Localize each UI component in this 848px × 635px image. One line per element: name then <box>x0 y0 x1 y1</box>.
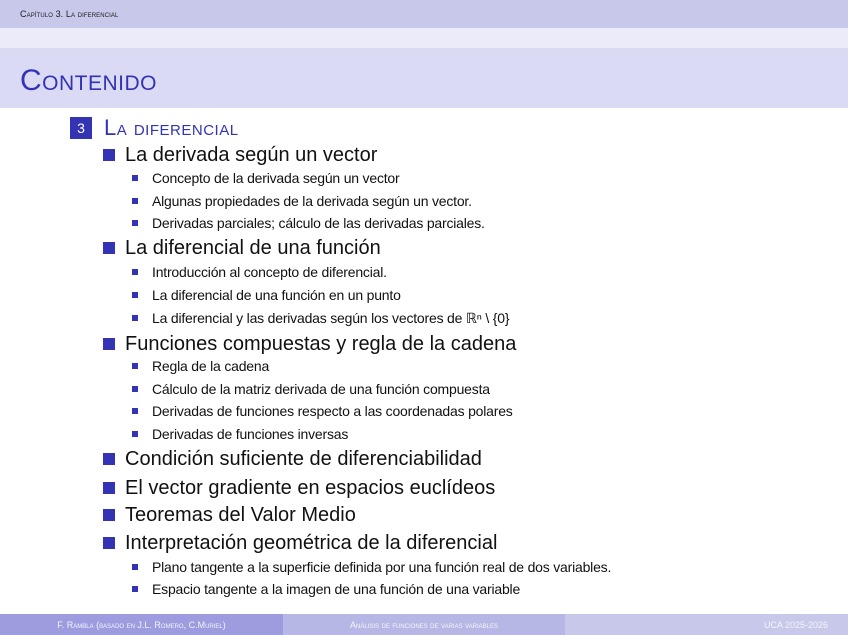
subsection-title: La derivada según un vector <box>125 143 378 166</box>
toc-subsubsection[interactable] <box>132 403 513 419</box>
chapter-headline: Capítulo 3. La diferencial <box>20 9 119 19</box>
toc-subsubsection[interactable] <box>132 426 348 442</box>
small-square-bullet-icon <box>132 315 138 321</box>
square-bullet-icon <box>103 537 115 549</box>
header-band <box>0 28 848 48</box>
small-square-bullet-icon <box>132 175 138 181</box>
toc-subsection[interactable] <box>103 144 377 166</box>
subsubsection-title: Espacio tangente a la imagen de una función de una variable <box>152 581 521 597</box>
toc-subsection[interactable] <box>103 237 381 259</box>
subsubsection-title: Cálculo de la matriz derivada de una función compuesta <box>152 381 490 397</box>
subsubsection-title: Concepto de la derivada según un vector <box>152 170 400 186</box>
square-bullet-icon <box>103 509 115 521</box>
subsubsection-title: Algunas propiedades de la derivada según un vector. <box>152 193 472 209</box>
toc-subsubsection[interactable] <box>132 264 387 280</box>
square-bullet-icon <box>103 149 115 161</box>
toc-subsubsection[interactable] <box>132 193 472 209</box>
subsection-title: Interpretación geométrica de la diferencial <box>125 531 498 554</box>
toc-subsection[interactable] <box>103 504 356 526</box>
toc-subsection[interactable] <box>103 448 482 470</box>
headline-bar <box>0 0 848 28</box>
square-bullet-icon <box>103 242 115 254</box>
small-square-bullet-icon <box>132 386 138 392</box>
subsubsection-title: Derivadas de funciones inversas <box>152 426 349 442</box>
small-square-bullet-icon <box>132 269 138 275</box>
toc-subsection[interactable] <box>103 333 516 355</box>
footer-course-title: Análisis de funciones de varias variables <box>283 614 565 635</box>
small-square-bullet-icon <box>132 363 138 369</box>
footline <box>0 614 848 635</box>
footer-author: F. Rambla (basado en J.L. Romero, C.Muriel) <box>0 614 283 635</box>
toc-subsubsection[interactable] <box>132 358 269 374</box>
toc-subsubsection[interactable] <box>132 215 485 231</box>
small-square-bullet-icon <box>132 220 138 226</box>
toc-subsubsection[interactable] <box>132 559 611 575</box>
small-square-bullet-icon <box>132 564 138 570</box>
subsection-title: Condición suficiente de diferenciabilidad <box>125 447 482 470</box>
toc-subsubsection[interactable] <box>132 287 401 303</box>
small-square-bullet-icon <box>132 408 138 414</box>
small-square-bullet-icon <box>132 431 138 437</box>
section-number-badge: 3 <box>70 117 92 139</box>
small-square-bullet-icon <box>132 198 138 204</box>
subsubsection-title: Plano tangente a la superficie definida por una función real de dos variables. <box>152 559 612 575</box>
toc-subsection[interactable] <box>103 532 497 554</box>
footer-institution: UCA 2025-2026 <box>565 614 848 635</box>
small-square-bullet-icon <box>132 292 138 298</box>
subsubsection-title: La diferencial de una función en un punto <box>152 287 401 303</box>
toc-subsubsection[interactable] <box>132 581 520 597</box>
section-title: La diferencial <box>104 115 239 140</box>
subsection-title: La diferencial de una función <box>125 236 381 259</box>
subsubsection-title: Introducción al concepto de diferencial. <box>152 264 387 280</box>
toc-subsubsection[interactable] <box>132 381 490 397</box>
section-entry[interactable] <box>70 116 239 140</box>
small-square-bullet-icon <box>132 586 138 592</box>
subsubsection-title: Regla de la cadena <box>152 358 270 374</box>
subsection-title: El vector gradiente en espacios euclídeos <box>125 476 496 499</box>
square-bullet-icon <box>103 338 115 350</box>
toc-subsubsection[interactable] <box>132 170 399 186</box>
frame-title: Contenido <box>20 64 157 97</box>
subsubsection-title: Derivadas de funciones respecto a las coordenadas polares <box>152 403 513 419</box>
toc-subsubsection[interactable] <box>132 310 509 326</box>
square-bullet-icon <box>103 482 115 494</box>
square-bullet-icon <box>103 453 115 465</box>
subsection-title: Funciones compuestas y regla de la cadena <box>125 332 517 355</box>
toc-subsection[interactable] <box>103 477 495 499</box>
subsubsection-title: Derivadas parciales; cálculo de las derivadas parciales. <box>152 215 485 231</box>
subsubsection-title: La diferencial y las derivadas según los vectores de ℝⁿ \ {0} <box>152 309 510 326</box>
subsection-title: Teoremas del Valor Medio <box>125 503 356 526</box>
